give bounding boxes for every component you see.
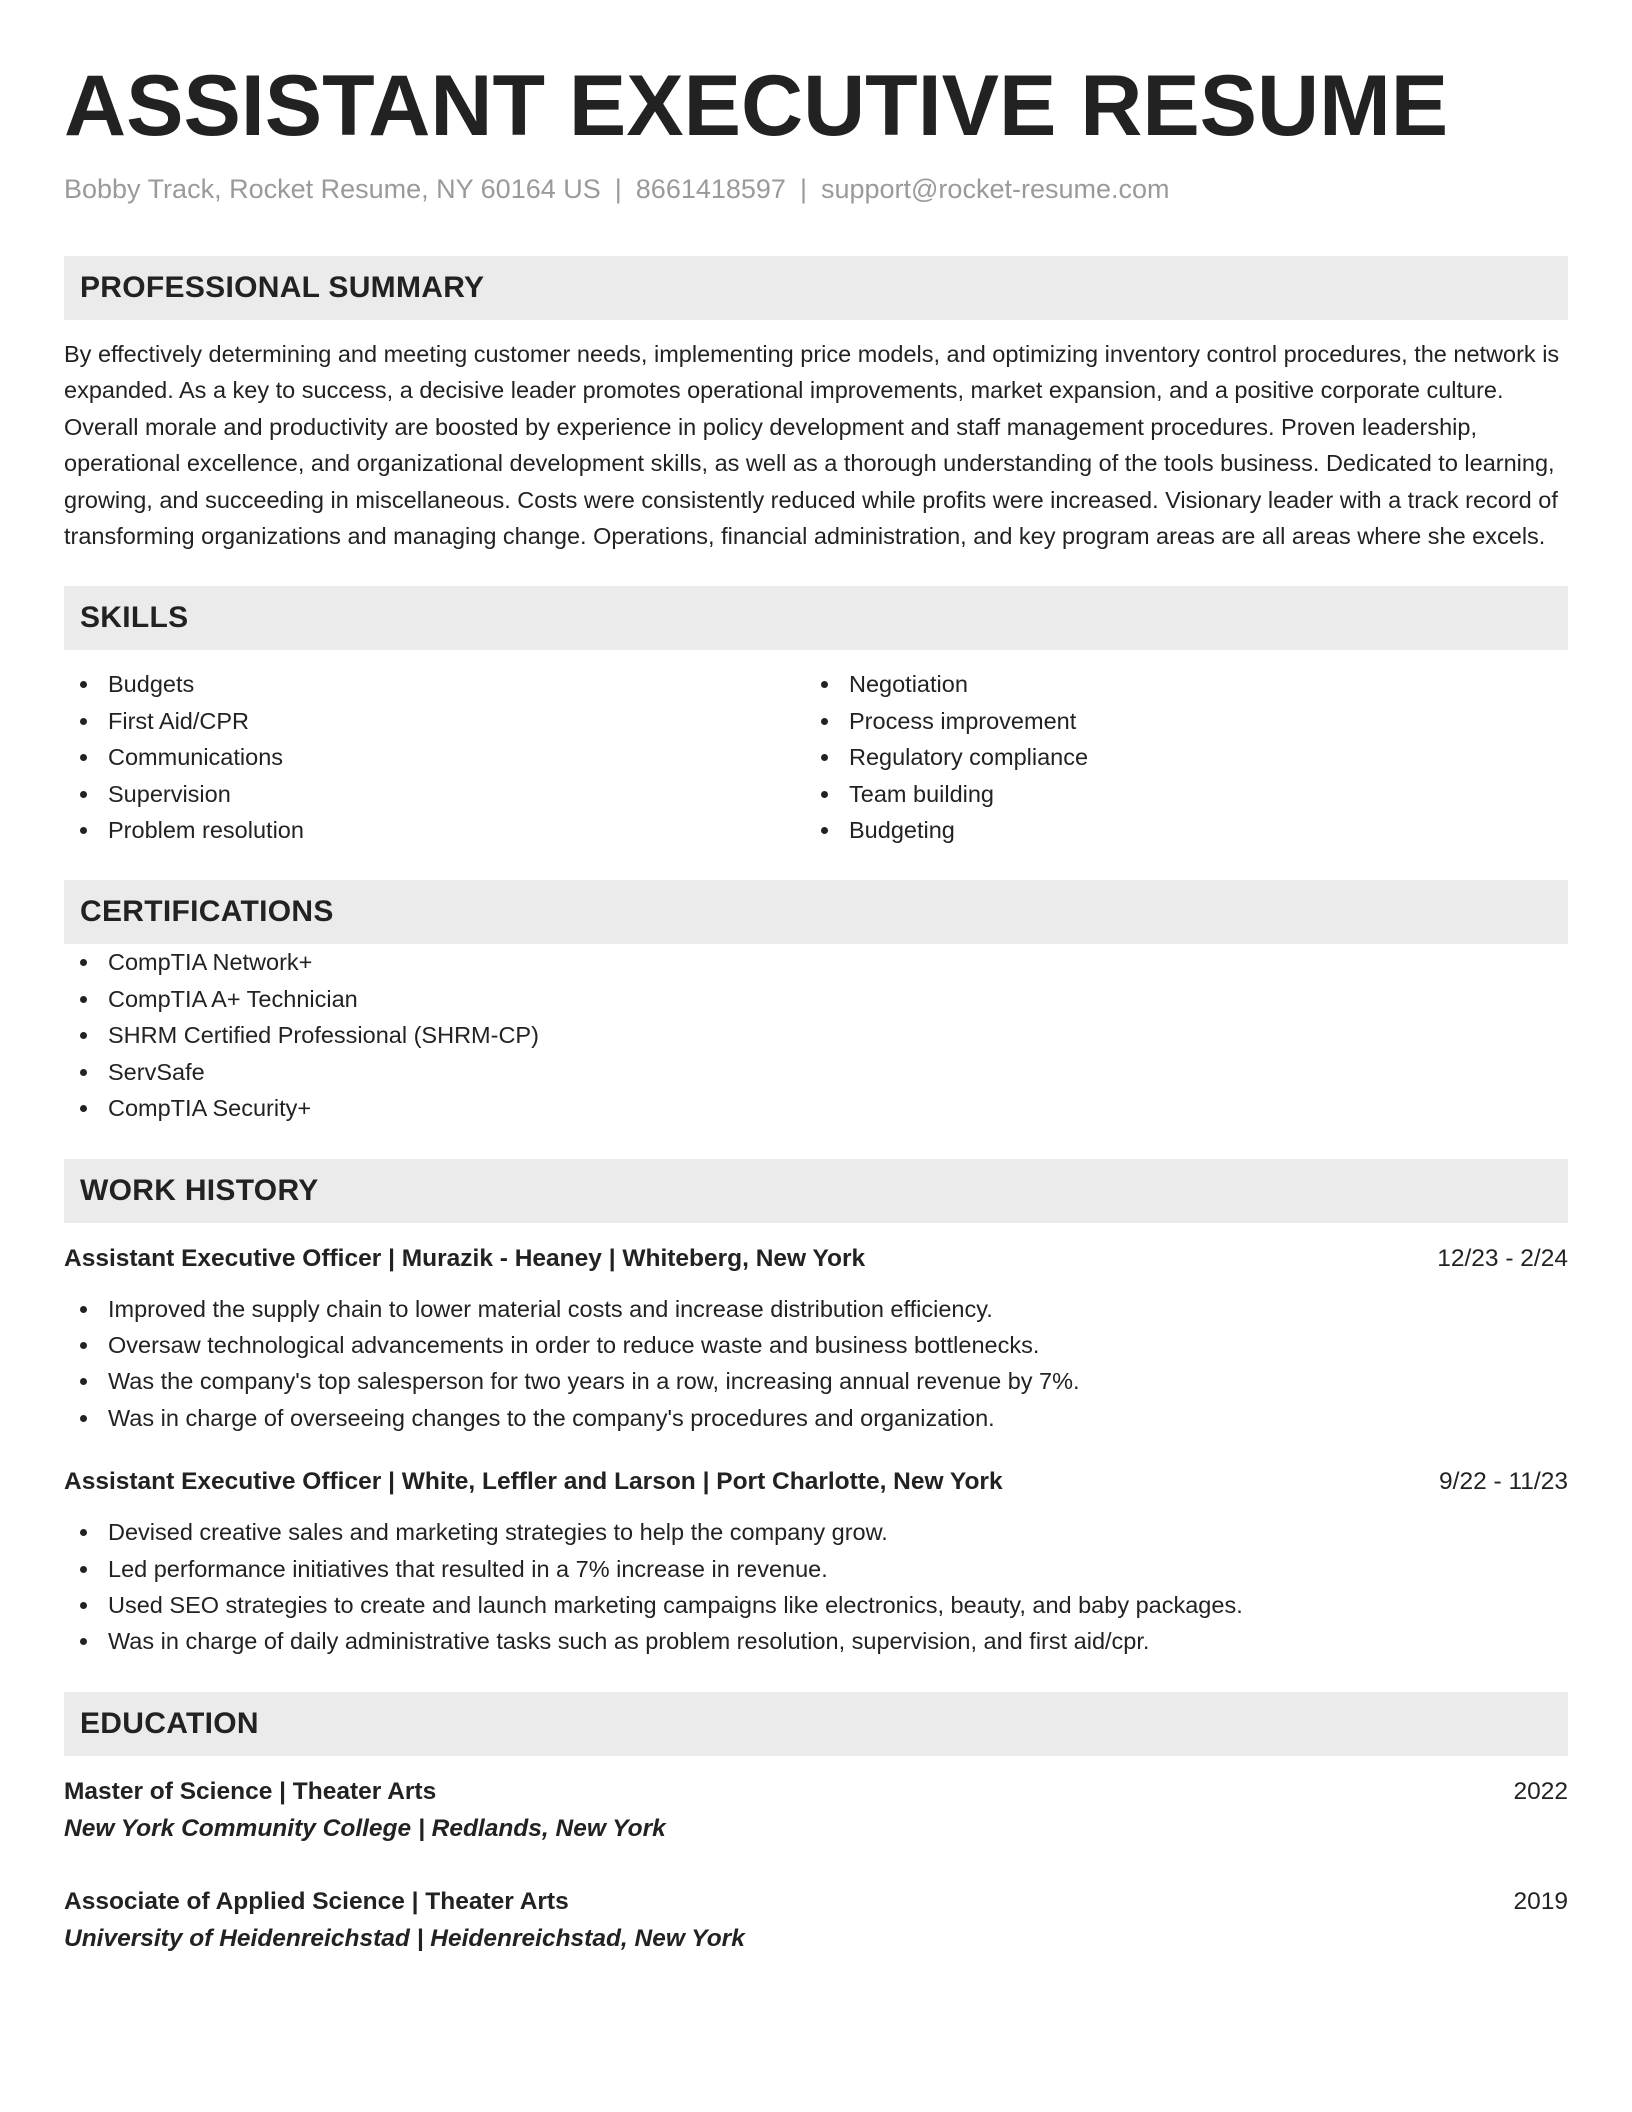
skill-item <box>64 776 805 812</box>
job-bullet <box>64 1551 1568 1587</box>
certification-label: CompTIA Network+ <box>108 949 313 976</box>
skill-label: Communications <box>108 744 284 771</box>
job-bullet-text: Used SEO strategies to create and launch marketing campaigns like electronics, beauty, and baby packages. <box>108 1591 1243 1618</box>
contact-address: Bobby Track, Rocket Resume, NY 60164 US <box>64 174 601 204</box>
education-header-row <box>64 1774 1568 1810</box>
certification-item <box>64 1054 1568 1090</box>
certification-list <box>64 944 1568 1126</box>
job-title: Assistant Executive Officer | White, Leffler and Larson | Port Charlotte, New York <box>64 1468 1003 1496</box>
contact-phone: 8661418597 <box>635 174 786 204</box>
certification-label: CompTIA Security+ <box>108 1095 312 1122</box>
bullet-dot <box>821 791 828 798</box>
skills-column-left <box>64 666 805 848</box>
skill-label: Team building <box>849 780 995 807</box>
bullet-dot <box>80 1378 87 1385</box>
contact-separator: | <box>799 174 807 204</box>
bullet-dot <box>821 827 828 834</box>
education-year: 2022 <box>1513 1777 1568 1805</box>
resume-title: ASSISTANT EXECUTIVE RESUME <box>64 58 1449 154</box>
job-entry <box>64 1464 1568 1660</box>
job-bullet <box>64 1623 1568 1659</box>
bullet-dot <box>80 1638 87 1645</box>
bullet-dot <box>80 1566 87 1573</box>
summary-text: By effectively determining and meeting customer needs, implementing price models, and optimizing inventory control procedures, the network is expanded. As a key to success, a decisive leader promotes operational improvements, market expansion, and a positive corporate culture. Overall morale and productivity are boosted by experience in policy development and staff management procedures. Proven leadership, operational excellence, and organizational development skills, as well as a thorough understanding of the tools business. Dedicated to learning, growing, and succeeding in miscellaneous. Costs were consistently reduced while profits were increased. Visionary leader with a track record of transforming organizations and managing change. Operations, financial administration, and key program areas are all areas where she excels. <box>64 341 1560 550</box>
skill-label: Problem resolution <box>108 817 304 844</box>
skill-item <box>805 739 1546 775</box>
contact-line <box>64 172 1568 206</box>
section-header-education: EDUCATION <box>64 1692 1568 1756</box>
bullet-dot <box>821 754 828 761</box>
skill-item <box>64 812 805 848</box>
job-bullet <box>64 1514 1568 1550</box>
skills-column-right <box>805 666 1546 848</box>
job-title: Assistant Executive Officer | Murazik - Heaney | Whiteberg, New York <box>64 1244 866 1272</box>
education-degree: Associate of Applied Science | Theater Arts <box>64 1887 569 1915</box>
education-header-row <box>64 1884 1568 1920</box>
bullet-dot <box>80 1415 87 1422</box>
section-header-summary: PROFESSIONAL SUMMARY <box>64 256 1568 320</box>
bullet-dot <box>80 1032 87 1039</box>
skills-grid <box>64 666 1568 848</box>
job-bullet-text: Devised creative sales and marketing strategies to help the company grow. <box>108 1519 888 1546</box>
bullet-dot <box>80 1105 87 1112</box>
skill-item <box>64 703 805 739</box>
bullet-dot <box>80 1069 87 1076</box>
certification-item <box>64 981 1568 1017</box>
skill-item <box>64 739 805 775</box>
education-school: New York Community College | Redlands, New York <box>64 1814 666 1842</box>
job-bullet <box>64 1291 1568 1327</box>
bullet-dot <box>80 827 87 834</box>
skill-label: Negotiation <box>849 671 968 698</box>
skill-item <box>805 776 1546 812</box>
education-year: 2019 <box>1513 1887 1568 1915</box>
bullet-dot <box>80 791 87 798</box>
certification-label: ServSafe <box>108 1058 205 1085</box>
skill-item <box>805 666 1546 702</box>
bullet-dot <box>80 1602 87 1609</box>
bullet-dot <box>821 718 828 725</box>
education-school: University of Heidenreichstad | Heidenreichstad, New York <box>64 1924 745 1952</box>
certification-label: SHRM Certified Professional (SHRM-CP) <box>108 1022 539 1049</box>
job-dates: 9/22 - 11/23 <box>1439 1468 1568 1496</box>
job-bullet-text: Oversaw technological advancements in order to reduce waste and business bottlenecks. <box>108 1331 1040 1358</box>
job-bullet-list <box>64 1514 1568 1660</box>
job-bullet <box>64 1363 1568 1399</box>
certification-item <box>64 1017 1568 1053</box>
bullet-dot <box>80 1342 87 1349</box>
bullet-dot <box>80 1529 87 1536</box>
skill-item <box>805 703 1546 739</box>
skill-label: First Aid/CPR <box>108 707 250 734</box>
skill-item <box>64 666 805 702</box>
education-entry <box>64 1774 1568 1848</box>
job-bullet-text: Was the company's top salesperson for two years in a row, increasing annual revenue by 7%. <box>108 1368 1080 1395</box>
skill-label: Regulatory compliance <box>849 744 1089 771</box>
job-bullet-text: Improved the supply chain to lower material costs and increase distribution efficiency. <box>108 1295 993 1322</box>
certification-label: CompTIA A+ Technician <box>108 985 358 1012</box>
skill-label: Supervision <box>108 780 231 807</box>
job-dates: 12/23 - 2/24 <box>1437 1244 1568 1272</box>
certification-item <box>64 1090 1568 1126</box>
certification-item <box>64 944 1568 980</box>
section-header-work-history: WORK HISTORY <box>64 1159 1568 1223</box>
bullet-dot <box>80 996 87 1003</box>
education-degree: Master of Science | Theater Arts <box>64 1777 437 1805</box>
job-header-row <box>64 1241 1568 1277</box>
contact-separator: | <box>614 174 622 204</box>
skill-label: Process improvement <box>849 707 1077 734</box>
job-bullet-text: Was in charge of overseeing changes to the company's procedures and organization. <box>108 1404 995 1431</box>
education-entry <box>64 1884 1568 1958</box>
job-entry <box>64 1241 1568 1437</box>
skill-item <box>805 812 1546 848</box>
bullet-dot <box>80 1306 87 1313</box>
bullet-dot <box>821 681 828 688</box>
section-header-skills: SKILLS <box>64 586 1568 650</box>
skill-label: Budgets <box>108 671 195 698</box>
job-bullet <box>64 1587 1568 1623</box>
bullet-dot <box>80 754 87 761</box>
contact-email[interactable]: support@rocket-resume.com <box>820 174 1170 204</box>
job-bullet-list <box>64 1291 1568 1437</box>
bullet-dot <box>80 718 87 725</box>
section-header-certifications: CERTIFICATIONS <box>64 880 1568 944</box>
job-header-row <box>64 1464 1568 1500</box>
bullet-dot <box>80 681 87 688</box>
job-bullet <box>64 1327 1568 1363</box>
job-bullet <box>64 1400 1568 1436</box>
skill-label: Budgeting <box>849 817 955 844</box>
bullet-dot <box>80 959 87 966</box>
job-bullet-text: Led performance initiatives that resulted in a 7% increase in revenue. <box>108 1555 828 1582</box>
job-bullet-text: Was in charge of daily administrative tasks such as problem resolution, supervision, and first aid/cpr. <box>108 1628 1150 1655</box>
